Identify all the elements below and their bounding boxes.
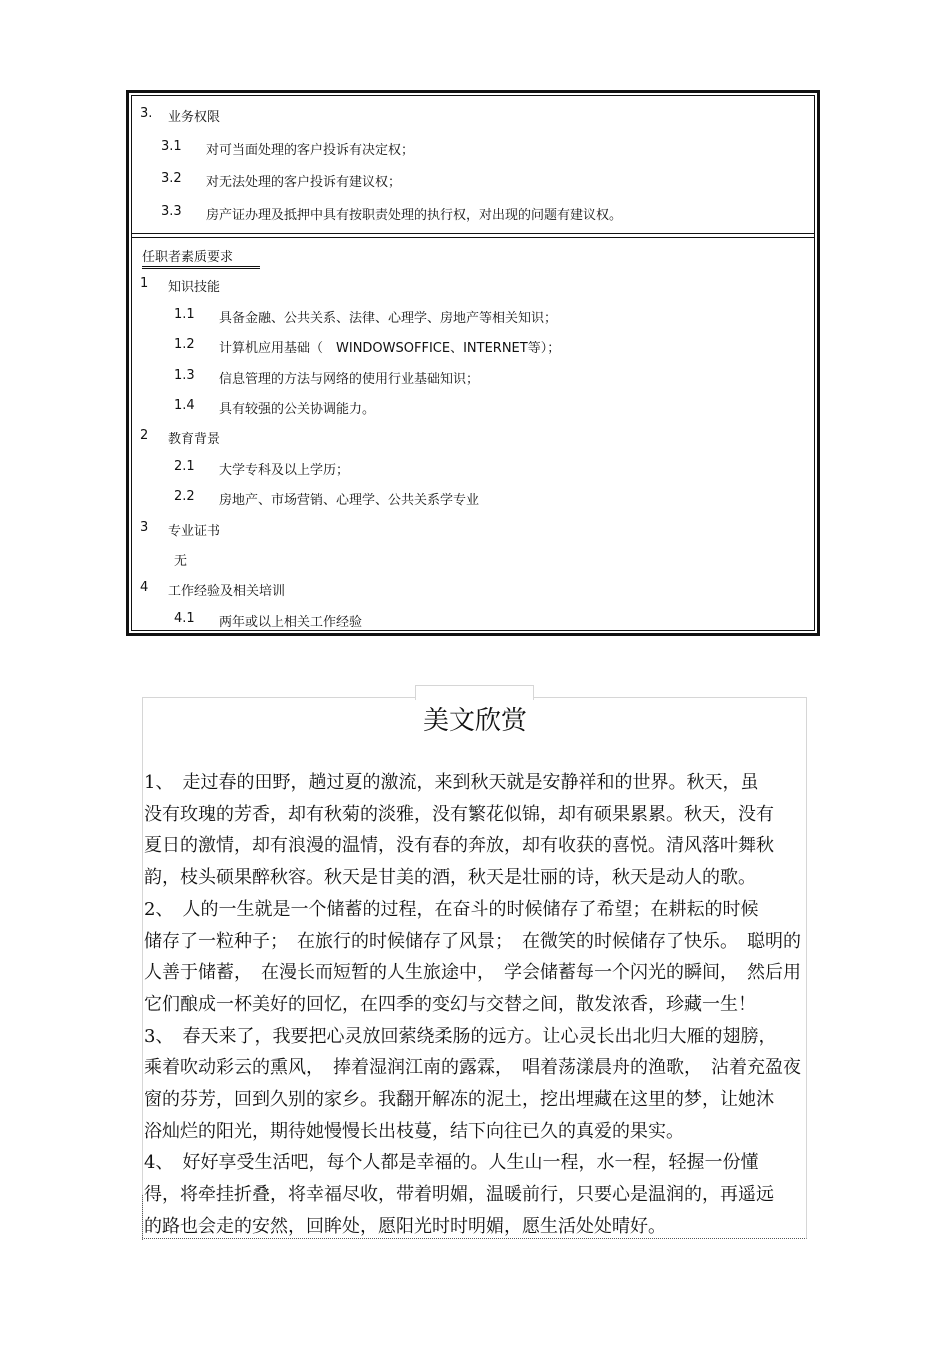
qual-item-num: 4.1	[174, 611, 195, 626]
essay-line: 没有玫瑰的芳香，却有秋菊的淡雅，没有繁花似锦，却有硕果累累。秋天，没有	[144, 803, 774, 825]
qual-item-num: 1.4	[174, 398, 195, 413]
essay-line: 韵，枝头硕果醉秋容。秋天是甘美的酒，秋天是壮丽的诗，秋天是动人的歌。	[144, 867, 756, 889]
qual-item: 具有较强的公关协调能力。	[219, 402, 376, 417]
qual-item-num: 2.2	[174, 489, 195, 504]
qual-item: 信息管理的方法与网络的使用行业基础知识；	[219, 372, 480, 387]
essay-line: 储存了一粒种子； 在旅行的时候储存了风景； 在微笑的时候储存了快乐。 聪明的	[144, 930, 801, 952]
authority-item: 对无法处理的客户投诉有建议权；	[206, 175, 402, 190]
essay-line: 夏日的激情，却有浪漫的温情，没有春的奔放，却有收获的喜悦。清风落叶舞秋	[144, 835, 774, 857]
qual-section-heading: 工作经验及相关培训	[168, 584, 286, 599]
qual-section-num: 2	[140, 428, 149, 443]
essay-line: 得，将牵挂折叠，将幸福尽收，带着明媚，温暖前行，只要心是温润的，再遥远	[144, 1184, 774, 1206]
essay-line: 它们酿成一杯美好的回忆，在四季的变幻与交替之间，散发浓香，珍藏一生！	[144, 993, 756, 1015]
essay-line: 4、 好好享受生活吧，每个人都是幸福的。人生山一程，水一程，轻握一份懂	[144, 1152, 759, 1174]
authority-item: 对可当面处理的客户投诉有决定权；	[206, 143, 415, 158]
qual-section-note: 无	[174, 554, 188, 569]
authority-heading: 业务权限	[168, 110, 221, 125]
job-description-table	[126, 90, 820, 636]
qual-item-num: 1.3	[174, 368, 195, 383]
qual-section-num: 1	[140, 276, 149, 291]
qual-section-heading: 知识技能	[168, 280, 221, 295]
qual-item-num: 1.2	[174, 337, 195, 352]
essay-line: 乘着吹动彩云的熏风， 捧着湿润江南的露霖， 唱着荡漾晨舟的渔歌， 沾着充盈夜	[144, 1057, 801, 1079]
table-inner-border	[131, 95, 815, 631]
essay-line: 的路也会走的安然，回眸处，愿阳光时时明媚，愿生活处处晴好。	[144, 1215, 666, 1237]
qual-section-num: 4	[140, 580, 149, 595]
qual-item: 房地产、市场营销、心理学、公共关系学专业	[219, 493, 480, 508]
qual-item: 具备金融、公共关系、法律、心理学、房地产等相关知识；	[219, 311, 558, 326]
essay-line: 窗的芬芳，回到久别的家乡。我翻开解冻的泥土，挖出埋藏在这里的梦，让她沐	[144, 1089, 774, 1110]
qual-section-num: 3	[140, 520, 149, 535]
qual-item: 大学专科及以上学历；	[219, 463, 350, 478]
essay-title-tab	[415, 685, 534, 700]
qual-item: 两年或以上相关工作经验	[219, 615, 363, 630]
essay-title: 美文欣赏	[422, 706, 527, 736]
qualifications-title: 任职者素质要求	[142, 246, 260, 269]
qual-item-num: 1.1	[174, 307, 195, 322]
essay-line: 人善于储蓄， 在漫长而短暂的人生旅途中， 学会储蓄每一个闪光的瞬间， 然后用	[144, 962, 801, 984]
authority-item-num: 3.2	[161, 171, 182, 186]
qual-section-heading: 专业证书	[168, 524, 221, 539]
essay-line: 1、 走过春的田野，趟过夏的激流，来到秋天就是安静祥和的世界。秋天，虽	[144, 772, 759, 793]
essay-line: 3、 春天来了，我要把心灵放回萦绕柔肠的远方。让心灵长出北归大雁的翅膀，	[144, 1025, 777, 1047]
authority-item: 房产证办理及抵押中具有按职责处理的执行权，对出现的问题有建议权。	[206, 208, 623, 223]
essay-line: 浴灿烂的阳光，期待她慢慢长出枝蔓，结下向往已久的真爱的果实。	[144, 1120, 684, 1142]
authority-heading-num: 3.	[140, 106, 153, 121]
qual-item-num: 2.1	[174, 459, 195, 474]
section-divider	[132, 233, 814, 238]
authority-item-num: 3.3	[161, 204, 182, 219]
qual-item: 计算机应用基础（ WINDOWSOFFICE、INTERNET等）；	[219, 341, 561, 356]
authority-item-num: 3.1	[161, 139, 182, 154]
essay-line: 2、 人的一生就是一个储蓄的过程，在奋斗的时候储存了希望；在耕耘的时候	[144, 898, 759, 920]
qual-section-heading: 教育背景	[168, 432, 221, 447]
